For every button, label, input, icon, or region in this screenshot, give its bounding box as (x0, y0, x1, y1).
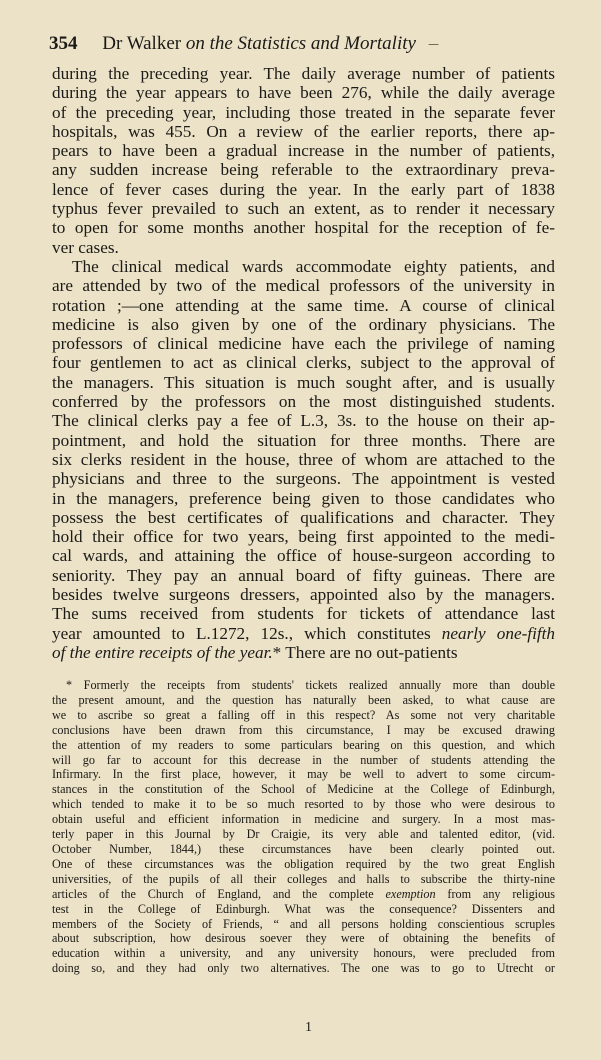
text-line: conferred by the professors on the most distinguished students. (52, 392, 555, 412)
footnote-line: members of the Society of Friends, “ and all persons holding conscientious scruples (52, 916, 555, 931)
text-run: year amounted to L.1272, 12s., which constitutes (52, 623, 442, 643)
footnote-line: * Formerly the receipts from students' tickets realized annually more than double (66, 678, 555, 692)
emphasis-nearly-one-fifth: nearly one-fifth (441, 623, 555, 643)
footnote-line: One of these circumstances was the obligation required by the two great English (52, 856, 555, 871)
footnote-line: October Number, 1844,) these circumstances have been clearly pointed out. (52, 841, 555, 856)
text-line (52, 643, 555, 662)
text-line: typhus fever prevailed to such an extent, as to render it necessary (52, 199, 555, 219)
signature-mark: 1 (305, 1020, 312, 1035)
text-line: of the preceding year, including those treated in the separate fever (52, 102, 555, 122)
text-run: * There are no out-patients (272, 642, 458, 662)
footnote-line: education within a university, and any university honours, were precluded from (52, 946, 555, 961)
footnote-line (52, 887, 555, 902)
text-line: pointment, and hold the situation for three months. There are (52, 430, 555, 450)
text-line: The clinical clerks pay a fee of L.3, 3s. to the house on their ap- (52, 411, 555, 431)
header-mark: – (428, 33, 439, 54)
footnote-line: universities, of the pupils of all their colleges and halls to subscribe the thirty-nine (52, 871, 555, 886)
header-title: on the Statistics and Mortality (185, 33, 416, 54)
text-line: The sums received from students for tickets of attendance last (52, 604, 555, 624)
text-run: from any religious (435, 886, 556, 901)
text-line: lence of fever cases during the year. In the early part of 1838 (52, 179, 555, 199)
footnote-line: doing so, and they had only two alternatives. The one was to go to Utrecht or (52, 961, 555, 976)
text-line: the managers. This situation is much sought after, and is usually (52, 372, 555, 392)
footnote-line: the present amount, and the question has naturally been asked, to what cause are (52, 692, 555, 707)
text-line: besides twelve surgeons dressers, appointed also by the managers. (52, 585, 555, 605)
emphasis-entire-receipts: of the entire receipts of the year. (52, 642, 273, 662)
footnote-line: which tended to make it to be so much resorted to by those who were desirous to (52, 797, 555, 812)
paragraph-1 (52, 64, 555, 257)
text-line: four gentlemen to act as clinical clerks, subject to the approval of (52, 353, 555, 373)
text-line: cal wards, and attaining the office of house-surgeon according to (52, 546, 555, 566)
text-line: medicine is also given by one of the ordinary physicians. The (52, 314, 555, 334)
header-author: Dr Walker (102, 33, 182, 54)
paragraph-2 (52, 257, 555, 662)
text-line: in the managers, preference being given to those candidates who (52, 488, 555, 508)
text-line (52, 624, 555, 643)
footnote-line: about subscription, how desirous soever they were of obtaining the benefits of (52, 931, 555, 946)
footnote-line: test in the College of Edinburgh. What was the consequence? Dissenters and (52, 901, 555, 916)
footnote-line: Infirmary. In the first place, however, it may be well to advert to some circum- (52, 767, 555, 782)
text-line: ver cases. (52, 237, 119, 257)
text-line: physicians and three to the surgeons. The appointment is vested (52, 469, 555, 489)
text-line: any sudden increase being referable to the extraordinary preva- (52, 160, 555, 180)
text-line: possess the best certificates of qualifications and character. They (52, 507, 555, 527)
text-line: during the preceding year. The daily average number of patients (52, 64, 555, 83)
footnote-line: we to ascribe so great a falling off in this respect? As some not very charitable (52, 707, 555, 722)
text-line: hospitals, was 455. On a review of the earlier reports, there ap- (52, 121, 555, 141)
footnote-line: will go far to account for this decrease in the number of students attending the (52, 752, 555, 767)
footnote (52, 678, 555, 976)
page-number: 354 (49, 33, 78, 54)
footnote-line: the attention of my readers to some particulars bearing on this question, and which (52, 737, 555, 752)
text-line: hold their office for two years, being first appointed to the medi- (52, 527, 555, 547)
emphasis-exemption: exemption (385, 886, 436, 901)
text-line: six clerks resident in the house, three of whom are attached to the (52, 449, 555, 469)
text-line: pears to have been a gradual increase in the number of patients, (52, 141, 555, 161)
main-text (52, 64, 555, 662)
text-line: professors of clinical medicine have each the privilege of naming (52, 334, 555, 354)
footnote-line: conclusions have been drawn from this circumstance, I may be excused drawing (52, 722, 555, 737)
footnote-line: terly paper in this Journal by Dr Craigie, its very able and talented editor, (vid. (52, 827, 555, 842)
running-header (49, 30, 549, 58)
footnote-line: obtain useful and efficient information in medicine and surgery. In a most mas- (52, 812, 555, 827)
footnote-line: stances in the constitution of the School of Medicine at the College of Edinburgh, (52, 782, 555, 797)
text-run: articles of the Church of England, and the complete (52, 886, 374, 901)
text-line: seniority. They pay an annual board of fifty guineas. There are (52, 565, 555, 585)
text-line: The clinical medical wards accommodate eighty patients, and (72, 256, 555, 276)
text-line: during the year appears to have been 276, while the daily average (52, 83, 555, 103)
text-line: rotation ;—one attending at the same time. A course of clinical (52, 295, 555, 315)
text-line: to open for some months another hospital for the reception of fe- (52, 218, 555, 238)
text-line: are attended by two of the medical professors of the university in (52, 276, 555, 296)
